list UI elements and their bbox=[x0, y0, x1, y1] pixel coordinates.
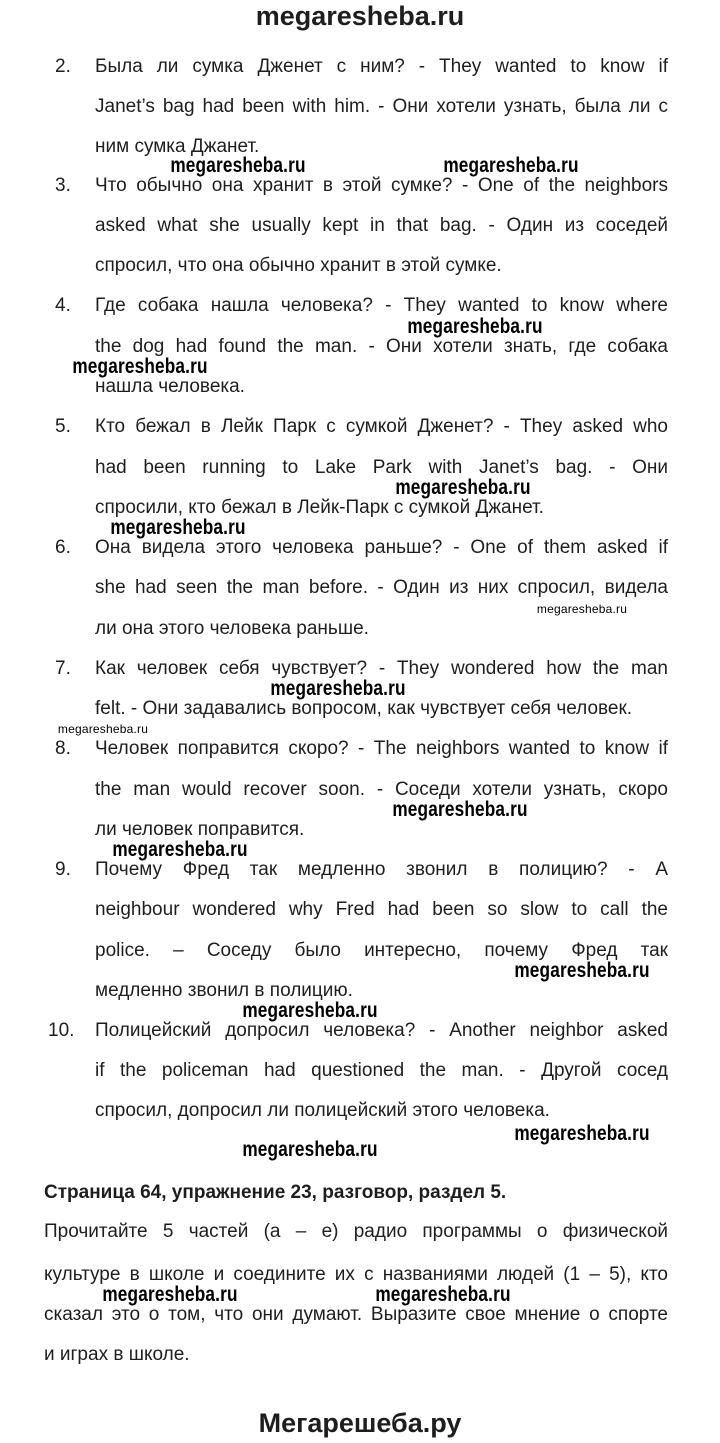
item-number: 8. bbox=[55, 738, 71, 759]
watermark: megaresheba.ru bbox=[375, 1283, 511, 1306]
section-heading: Страница 64, упражнение 23, разговор, раздел 5. bbox=[44, 1182, 507, 1203]
item-line: Где собака нашла человека? - They wanted to know where bbox=[95, 296, 668, 316]
item-number: 6. bbox=[55, 537, 71, 558]
watermark: megaresheba.ru bbox=[407, 315, 543, 338]
instruction-line: сказал это о том, что они думают. Выразите свое мнение о спорте bbox=[44, 1305, 668, 1325]
item-line: ли она этого человека раньше. bbox=[95, 618, 369, 639]
item-line: спросил, что она обычно хранит в этой сумке. bbox=[95, 255, 502, 276]
item-number: 9. bbox=[55, 859, 71, 880]
item-line: спросили, кто бежал в Лейк-Парк с сумкой Джанет. bbox=[95, 497, 544, 518]
watermark: megaresheba.ru bbox=[112, 838, 248, 861]
item-line: медленно звонил в полицию. bbox=[95, 980, 353, 1001]
item-line: Кто бежал в Лейк Парк с сумкой Дженет? - They asked who bbox=[95, 417, 668, 437]
instruction-line: Прочитайте 5 частей (a – e) радио программы о физической bbox=[44, 1222, 668, 1242]
watermark: megaresheba.ru bbox=[102, 1283, 238, 1306]
watermark: megaresheba.ru bbox=[395, 476, 531, 499]
item-line: Как человек себя чувствует? - They wondered how the man bbox=[95, 659, 668, 679]
watermark: megaresheba.ru bbox=[242, 999, 378, 1022]
item-number: 10. bbox=[48, 1020, 75, 1041]
item-line: Полицейский допросил человека? - Another neighbor asked bbox=[95, 1021, 668, 1041]
item-line: if the policeman had questioned the man. - Другой сосед bbox=[95, 1061, 668, 1081]
watermark: megaresheba.ru bbox=[392, 798, 528, 821]
watermark: megaresheba.ru bbox=[72, 355, 208, 378]
watermark: megaresheba.ru bbox=[170, 154, 306, 177]
watermark: megaresheba.ru bbox=[242, 1138, 378, 1161]
item-line: had been running to Lake Park with Janet’s bag. - Они bbox=[95, 458, 668, 478]
instruction-line: и играх в школе. bbox=[44, 1344, 190, 1365]
item-line: the man would recover soon. - Соседи хотели узнать, скоро bbox=[95, 780, 668, 800]
watermark: megaresheba.ru bbox=[514, 959, 650, 982]
item-number: 7. bbox=[55, 658, 71, 679]
item-line: нашла человека. bbox=[95, 376, 245, 397]
watermark: megaresheba.ru bbox=[514, 1122, 650, 1145]
item-line: Была ли сумка Дженет с ним? - They wanted to know if bbox=[95, 57, 668, 77]
item-number: 3. bbox=[55, 175, 71, 196]
item-line: Почему Фред так медленно звонил в полицию? - A bbox=[95, 860, 668, 880]
item-line: ли человек поправится. bbox=[95, 819, 305, 840]
item-line: Janet’s bag had been with him. - Они хотели узнать, была ли с bbox=[95, 97, 668, 117]
item-line: Что обычно она хранит в этой сумке? - One of the neighbors bbox=[95, 176, 668, 196]
site-footer: Мегарешеба.ру bbox=[258, 1408, 462, 1438]
watermark: megaresheba.ru bbox=[270, 677, 406, 700]
item-number: 5. bbox=[55, 416, 71, 437]
watermark: megaresheba.ru bbox=[110, 516, 246, 539]
item-line: felt. - Они задавались вопросом, как чувствует себя человек. bbox=[95, 698, 633, 719]
item-line: she had seen the man before. - Один из них спросил, видела bbox=[95, 578, 668, 598]
item-number: 2. bbox=[55, 56, 71, 77]
item-line: ним сумка Джанет. bbox=[95, 136, 260, 157]
item-line: police. – Соседу было интересно, почему Фред так bbox=[95, 941, 668, 961]
item-line: Человек поправится скоро? - The neighbors wanted to know if bbox=[95, 739, 668, 759]
item-line: Она видела этого человека раньше? - One of them asked if bbox=[95, 538, 668, 558]
item-number: 4. bbox=[55, 295, 71, 316]
watermark: megaresheba.ru bbox=[57, 722, 149, 736]
item-line: asked what she usually kept in that bag. - Один из соседей bbox=[95, 216, 668, 236]
instruction-line: культуре в школе и соедините их с названиями людей (1 – 5), кто bbox=[44, 1265, 668, 1285]
watermark: megaresheba.ru bbox=[536, 602, 628, 616]
watermark: megaresheba.ru bbox=[443, 154, 579, 177]
item-line: the dog had found the man. - Они хотели знать, где собака bbox=[95, 337, 668, 357]
item-line: спросил, допросил ли полицейский этого человека. bbox=[95, 1100, 550, 1121]
site-header: megaresheba.ru bbox=[255, 1, 465, 31]
item-line: neighbour wondered why Fred had been so slow to call the bbox=[95, 900, 668, 920]
